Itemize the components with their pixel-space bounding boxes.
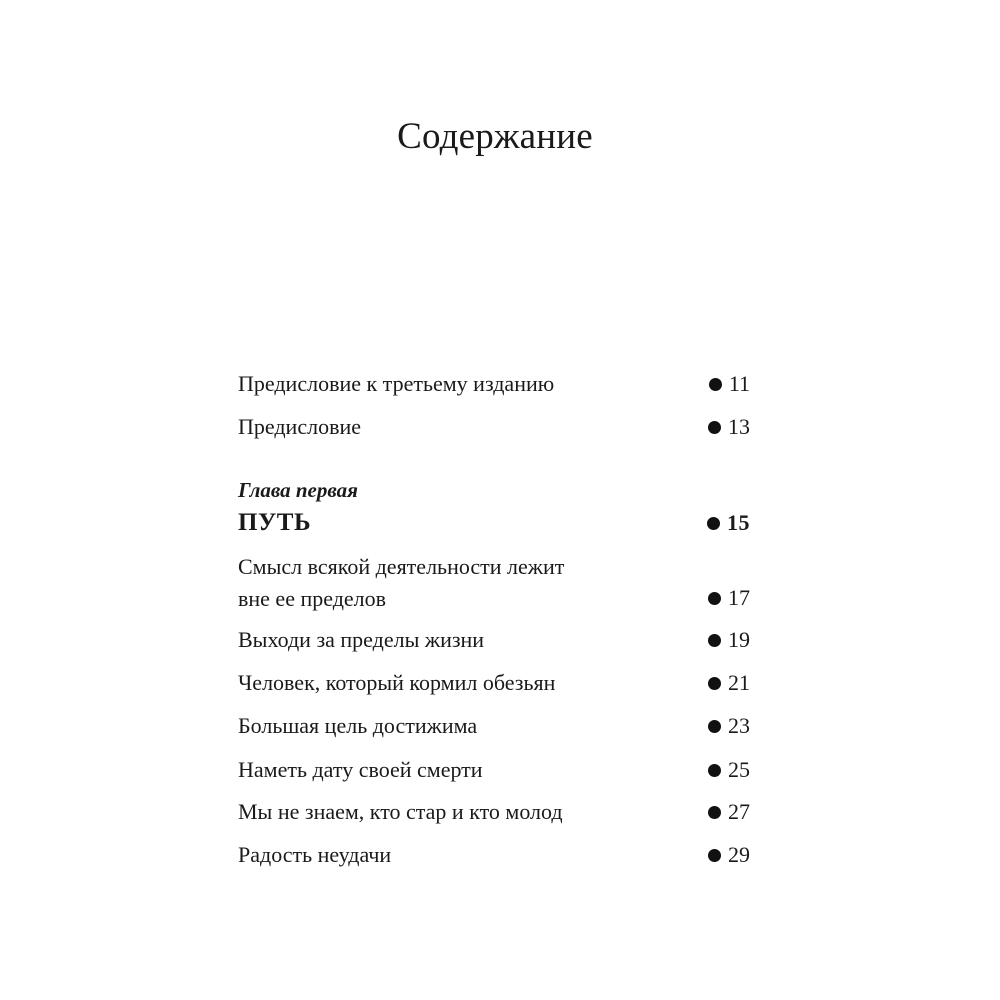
page-number: 13	[728, 414, 750, 439]
page-number: 19	[728, 627, 750, 652]
toc-entry-joy-of-failure[interactable]	[238, 840, 750, 870]
toc-entry-page	[707, 508, 750, 538]
bullet-icon	[708, 634, 721, 647]
toc-entry-label-line2: вне ее пределов	[238, 586, 387, 611]
toc-entry-label: Наметь дату своей смерти	[238, 757, 483, 782]
page-number: 11	[728, 371, 750, 396]
page-number: 29	[728, 842, 750, 867]
bullet-icon	[708, 806, 721, 819]
toc-entry-page	[708, 668, 750, 698]
bullet-icon	[708, 592, 721, 605]
toc-entry-page	[708, 583, 750, 613]
toc-entry-label: Мы не знаем, кто стар и кто молод	[238, 799, 563, 824]
page-number: 21	[728, 670, 750, 695]
page-number: 17	[728, 585, 750, 610]
toc-entry-page	[708, 797, 750, 827]
toc-entry-page	[708, 755, 750, 785]
bullet-icon	[708, 421, 721, 434]
page-number: 27	[728, 799, 750, 824]
bullet-icon	[707, 517, 720, 530]
bullet-icon	[708, 720, 721, 733]
toc-entry-page	[708, 625, 750, 655]
toc-entry-beyond-life[interactable]	[238, 625, 750, 655]
toc-entry-label	[238, 551, 564, 615]
toc-entry-preface-third-edition[interactable]	[238, 369, 750, 399]
toc-entry-date-of-death[interactable]	[238, 755, 750, 785]
toc-entry-chapter-title[interactable]	[238, 508, 750, 538]
bullet-icon	[708, 677, 721, 690]
toc-entry-label: Предисловие	[238, 414, 361, 439]
toc-entry-man-fed-monkeys[interactable]	[238, 668, 750, 698]
bullet-icon	[708, 849, 721, 862]
toc-entry-meaning-of-activity[interactable]	[238, 551, 750, 615]
toc-entry-page	[708, 711, 750, 741]
page-number: 23	[728, 713, 750, 738]
toc-entry-label: Радость неудачи	[238, 842, 392, 867]
toc-entry-page	[709, 369, 750, 399]
page-title: Содержание	[397, 116, 593, 157]
page-number: 25	[728, 757, 750, 782]
toc-entry-label: Выходи за пределы жизни	[238, 627, 485, 652]
toc-entry-label: Человек, который кормил обезьян	[238, 670, 556, 695]
toc-entry-label-line1: Смысл всякой деятельности лежит	[238, 554, 565, 579]
chapter-kicker: Глава первая	[238, 478, 358, 502]
toc-entry-label: Большая цель достижима	[238, 713, 478, 738]
toc-entry-page	[708, 412, 750, 442]
toc-entry-old-and-young[interactable]	[238, 797, 750, 827]
page-number: 15	[727, 510, 750, 535]
bullet-icon	[709, 378, 722, 391]
toc-entry-big-goal[interactable]	[238, 711, 750, 741]
toc-entry-page	[708, 840, 750, 870]
chapter-title: ПУТЬ	[238, 509, 311, 536]
toc-entry-preface[interactable]	[238, 412, 750, 442]
bullet-icon	[708, 764, 721, 777]
toc-entry-label: Предисловие к третьему изданию	[238, 371, 555, 396]
